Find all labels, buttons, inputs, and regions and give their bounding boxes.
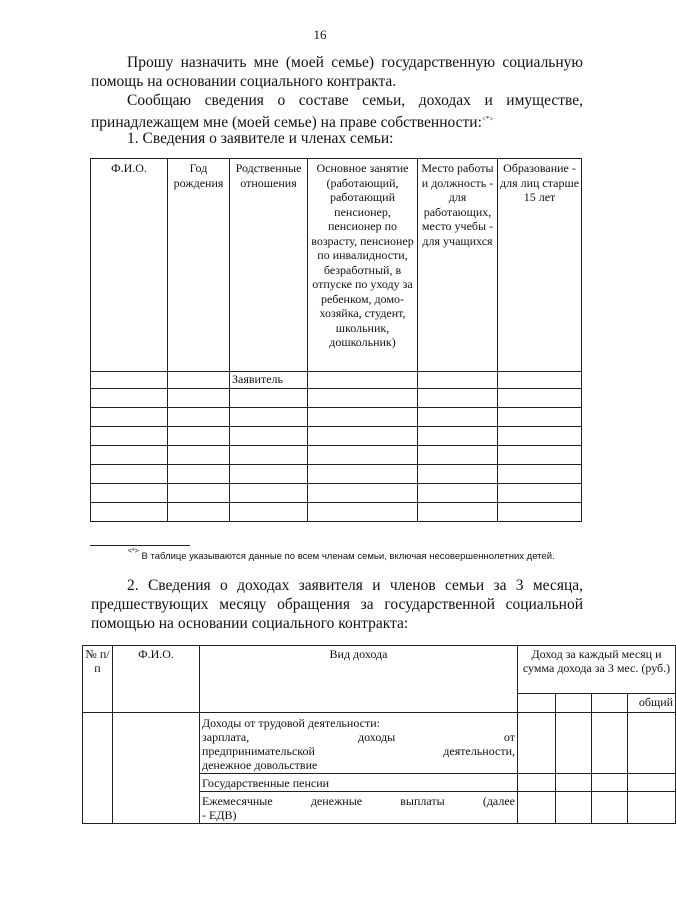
cell[interactable]	[168, 446, 230, 465]
cell[interactable]	[418, 372, 498, 389]
request-line-1: Прошу назначить мне (моей семье) государственную социальную	[127, 54, 583, 71]
edv-line-2: - ЕДВ)	[202, 808, 237, 822]
cell[interactable]	[308, 427, 418, 446]
cell[interactable]	[308, 408, 418, 427]
cell[interactable]	[498, 427, 582, 446]
cell[interactable]	[418, 389, 498, 408]
table-header-row	[91, 159, 582, 372]
header-fio: Ф.И.О.	[113, 646, 200, 713]
header-workplace: Место работы и должность - для работающих, место учебы - для учащихся	[418, 159, 498, 372]
header-total: общий	[628, 694, 676, 713]
cell[interactable]	[230, 427, 308, 446]
cell[interactable]	[418, 427, 498, 446]
cell[interactable]	[230, 446, 308, 465]
cell[interactable]	[91, 427, 168, 446]
cell[interactable]	[308, 484, 418, 503]
cell[interactable]	[628, 713, 676, 774]
cell[interactable]	[518, 774, 556, 792]
cell[interactable]	[230, 389, 308, 408]
request-line-2: помощь на основании социального контракта.	[91, 73, 397, 90]
cell[interactable]	[91, 408, 168, 427]
cell[interactable]	[230, 484, 308, 503]
edv-line-1: Ежемесячные денежные выплаты (далее	[202, 794, 515, 808]
cell[interactable]	[498, 446, 582, 465]
table-header-row	[83, 646, 676, 694]
cell[interactable]	[498, 503, 582, 522]
cell[interactable]	[113, 713, 200, 824]
section2-title-line-3: помощью на основании социального контракта:	[91, 615, 409, 632]
labor-line-4: денежное довольствие	[202, 758, 318, 772]
labor-line-2: зарплата, доходы от	[202, 730, 515, 744]
cell[interactable]	[556, 713, 592, 774]
cell[interactable]	[498, 372, 582, 389]
cell[interactable]	[418, 408, 498, 427]
cell[interactable]	[418, 446, 498, 465]
cell[interactable]	[168, 372, 230, 389]
cell[interactable]	[592, 792, 628, 824]
cell[interactable]	[418, 484, 498, 503]
footnote-mark: <*>	[128, 548, 139, 555]
cell[interactable]	[418, 503, 498, 522]
cell[interactable]	[91, 446, 168, 465]
page-number: 16	[313, 27, 327, 42]
cell[interactable]	[518, 713, 556, 774]
table-row	[91, 408, 582, 427]
header-month-2	[556, 694, 592, 713]
table-row	[91, 372, 582, 389]
applicant-relation-cell: Заявитель	[230, 372, 308, 389]
header-month-1	[518, 694, 556, 713]
cell[interactable]	[308, 503, 418, 522]
cell[interactable]	[556, 774, 592, 792]
labor-line-1: Доходы от трудовой деятельности:	[202, 716, 380, 730]
section2-title-line-1: 2. Сведения о доходах заявителя и членов семьи за 3 месяца,	[127, 577, 583, 594]
cell[interactable]	[168, 427, 230, 446]
cell[interactable]	[168, 465, 230, 484]
cell[interactable]	[308, 372, 418, 389]
header-relation: Родственные отношения	[230, 159, 308, 372]
footnote	[128, 548, 555, 562]
cell[interactable]	[230, 503, 308, 522]
report-line-2-text: принадлежащем мне (моей семье) на праве собственности:	[91, 114, 482, 131]
cell[interactable]	[518, 792, 556, 824]
table-row	[91, 446, 582, 465]
cell[interactable]	[556, 792, 592, 824]
table-row	[91, 427, 582, 446]
cell[interactable]	[91, 372, 168, 389]
cell[interactable]	[308, 389, 418, 408]
section2-title-line-2: предшествующих месяцу обращения за государственной социальной	[91, 596, 583, 613]
cell[interactable]	[308, 465, 418, 484]
income-pension-cell: Государственные пенсии	[200, 774, 518, 792]
table-row	[91, 484, 582, 503]
header-month-3	[592, 694, 628, 713]
table-row	[83, 713, 676, 774]
header-occupation: Основное занятие (работающий, работающий пенсионер, пенсионер по возрасту, пенсионер по инвалидности, безработный, в отпуске по уходу за ребенком, домо-хозяйка, студент, школьник, дошкольник)	[308, 159, 418, 372]
table-row	[91, 389, 582, 408]
cell[interactable]	[91, 389, 168, 408]
cell[interactable]	[628, 774, 676, 792]
cell[interactable]	[628, 792, 676, 824]
footnote-text: В таблице указываются данные по всем членам семьи, включая несовершеннолетних детей.	[141, 551, 555, 562]
section1-title: 1. Сведения о заявителе и членах семьи:	[127, 130, 394, 147]
income-edv-cell	[200, 792, 518, 824]
cell[interactable]	[83, 713, 113, 824]
header-monthly-income: Доход за каждый месяц и сумма дохода за 3 мес. (руб.)	[518, 646, 676, 694]
labor-line-3: предпринимательской деятельности,	[202, 744, 515, 758]
footnote-divider	[90, 545, 190, 546]
cell[interactable]	[168, 389, 230, 408]
family-members-table	[90, 158, 582, 522]
cell[interactable]	[308, 446, 418, 465]
header-income-type: Вид дохода	[200, 646, 518, 713]
income-table	[82, 645, 676, 824]
cell[interactable]	[168, 484, 230, 503]
cell[interactable]	[168, 503, 230, 522]
cell[interactable]	[91, 503, 168, 522]
report-line-1: Сообщаю сведения о составе семьи, доходах и имуществе,	[127, 92, 583, 109]
table-row	[91, 465, 582, 484]
cell[interactable]	[91, 465, 168, 484]
header-number: № п/п	[83, 646, 113, 713]
cell[interactable]	[230, 465, 308, 484]
cell[interactable]	[498, 408, 582, 427]
header-fio: Ф.И.О.	[91, 159, 168, 372]
cell[interactable]	[418, 465, 498, 484]
income-labor-cell	[200, 713, 518, 774]
header-education: Образование - для лиц старше 15 лет	[498, 159, 582, 372]
footnote-mark: <*>	[481, 115, 494, 123]
header-birth-year: Год рождения	[168, 159, 230, 372]
cell[interactable]	[91, 484, 168, 503]
cell[interactable]	[230, 408, 308, 427]
cell[interactable]	[498, 465, 582, 484]
cell[interactable]	[498, 389, 582, 408]
cell[interactable]	[168, 408, 230, 427]
cell[interactable]	[592, 774, 628, 792]
cell[interactable]	[592, 713, 628, 774]
table-row	[91, 503, 582, 522]
cell[interactable]	[498, 484, 582, 503]
